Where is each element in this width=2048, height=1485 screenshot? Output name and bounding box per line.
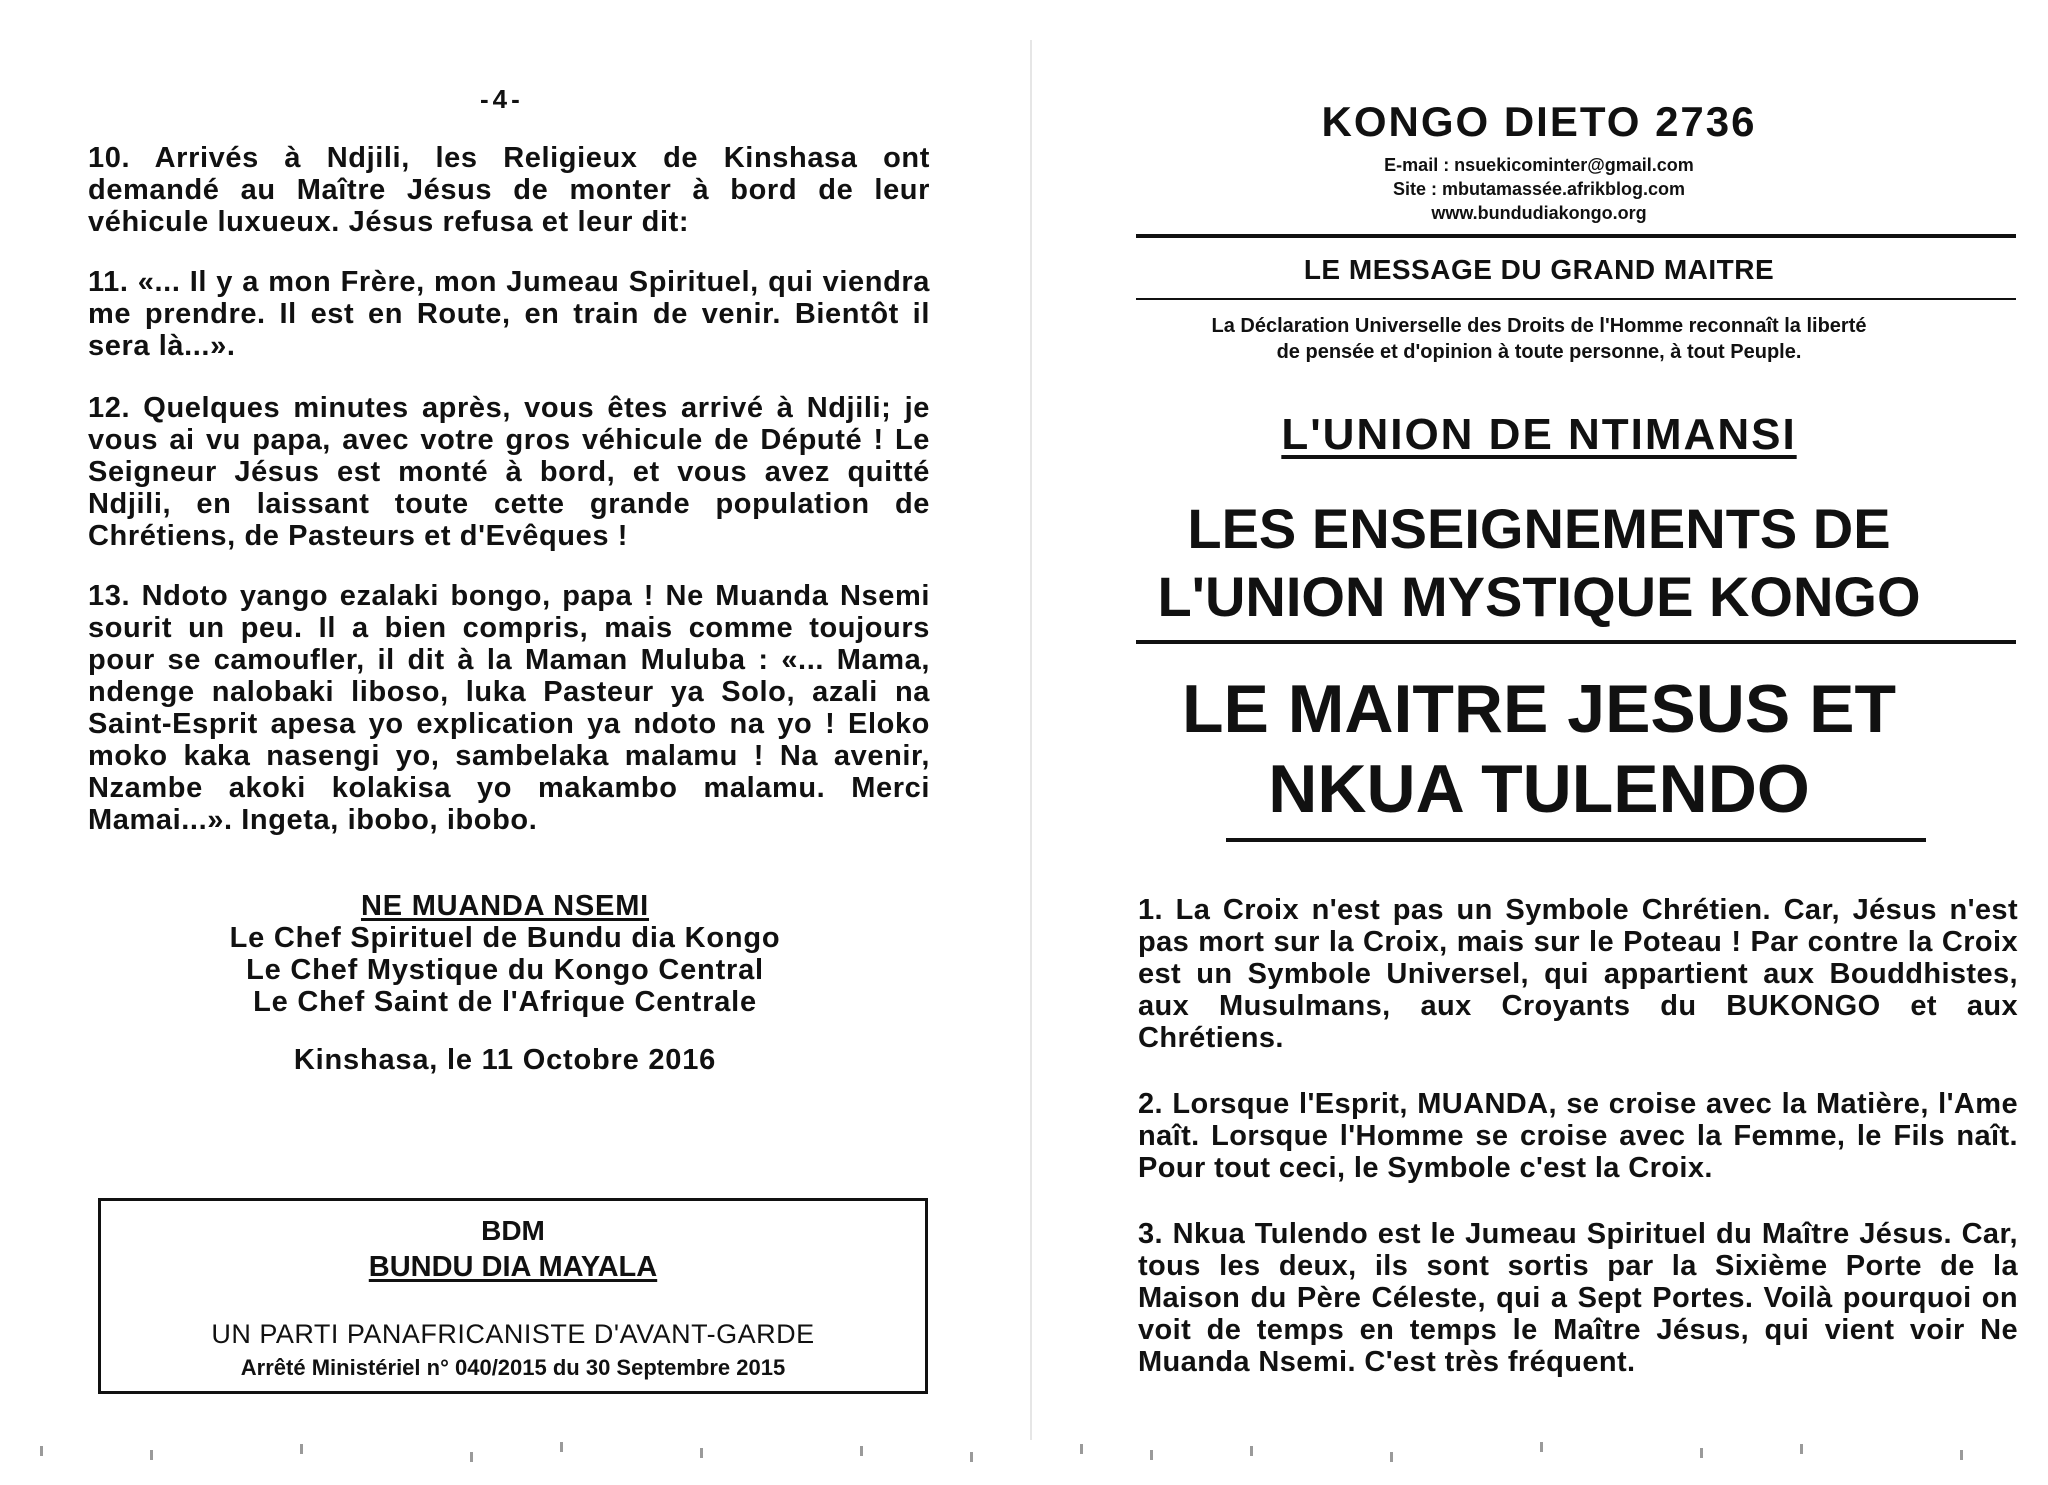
speck xyxy=(1700,1448,1703,1458)
site: Site : mbutamassée.afrikblog.com xyxy=(1392,179,1686,199)
signature-title-2: Le Chef Mystique du Kongo Central xyxy=(246,954,764,986)
rule-heading xyxy=(1136,640,2016,644)
right-page xyxy=(1030,0,2048,1485)
speck xyxy=(860,1446,863,1456)
speck xyxy=(1250,1446,1253,1456)
email: E-mail : nsuekicominter@gmail.com xyxy=(1384,155,1694,175)
speck xyxy=(1960,1450,1963,1460)
union-heading xyxy=(1030,410,2048,460)
paragraph-3: 3. Nkua Tulendo est le Jumeau Spirituel du Maître Jésus. Car, tous les deux, ils sont sortis par la Sixième Porte de la Maison du Père Céleste, qui a Sept Portes. Voilà pourquoi on voit de temps en temps le Maître Jésus, qui vient voir Ne Muanda Nsemi. C'est très fréquent. xyxy=(1138,1218,2018,1378)
speck xyxy=(1150,1450,1153,1460)
paragraph-11: 11. «... Il y a mon Frère, mon Jumeau Spirituel, qui viendra me prendre. Il est en Route, en train de venir. Bientôt il sera là...». xyxy=(88,266,930,362)
paragraph-13: 13. Ndoto yango ezalaki bongo, papa ! Ne Muanda Nsemi sourit un peu. Il a bien compris, mais comme toujours pour se camoufler, il dit à la Maman Muluba : «... Mama, ndenge nalobaki liboso, luka Pasteur ya Solo, azali na Saint-Esprit apesa yo explication ya ndoto na yo ! Eloko moko kaka nasengi yo, sambelaka malamu ! Na avenir, Nzambe akoki kolakisa yo makambo malamu. Merci Mamai...». Ingeta, ibobo, ibobo. xyxy=(88,580,930,836)
paragraph-12: 12. Quelques minutes après, vous êtes arrivé à Ndjili; je vous ai vu papa, avec votre gros véhicule de Député ! Le Seigneur Jésus est monté à bord, et vous avez quitté Ndjili, en laissant toute cette grande population de Chrétiens, de Pasteurs et d'Evêques ! xyxy=(88,392,930,552)
title-line-1: LE MAITRE JESUS ET xyxy=(1181,671,1897,747)
party-tagline: UN PARTI PANAFRICANISTE D'AVANT-GARDE xyxy=(211,1319,815,1349)
signature-title-1: Le Chef Spirituel de Bundu dia Kongo xyxy=(229,922,781,954)
title-line-2: NKUA TULENDO xyxy=(1268,751,1810,827)
heading-line-2: L'UNION MYSTIQUE KONGO xyxy=(1157,565,1921,628)
paragraph-10: 10. Arrivés à Ndjili, les Religieux de Kinshasa ont demandé au Maître Jésus de monter à bord de leur véhicule luxueux. Jésus refusa et leur dit: xyxy=(88,142,930,238)
speck xyxy=(300,1444,303,1454)
rule-top xyxy=(1136,234,2016,238)
declaration-line-1: La Déclaration Universelle des Droits de l'Homme reconnaît la liberté xyxy=(1211,315,1867,337)
signature-block xyxy=(160,890,850,1018)
speck xyxy=(700,1448,703,1458)
speck xyxy=(1540,1442,1543,1452)
declaration-line-2: de pensée et d'opinion à toute personne, à tout Peuple. xyxy=(1276,341,1802,363)
rule-title xyxy=(1226,838,1926,842)
party-name-wrap xyxy=(101,1251,925,1284)
signature-title-3: Le Chef Saint de l'Afrique Centrale xyxy=(253,986,757,1018)
party-decree: Arrêté Ministériel n° 040/2015 du 30 Septembre 2015 xyxy=(240,1355,786,1380)
speck xyxy=(40,1446,43,1456)
party-name: BUNDU DIA MAYALA xyxy=(368,1251,658,1283)
masthead: KONGO DIETO 2736 xyxy=(1321,98,1757,145)
party-abbr: BDM xyxy=(481,1215,545,1246)
paragraph-2: 2. Lorsque l'Esprit, MUANDA, se croise avec la Matière, l'Ame naît. Lorsque l'Homme se croise avec la Femme, le Fils naît. Pour tout ceci, le Symbole c'est la Croix. xyxy=(1138,1088,2018,1184)
speck xyxy=(150,1450,153,1460)
speck xyxy=(1080,1444,1083,1454)
website: www.bundudiakongo.org xyxy=(1431,203,1647,223)
paragraph-1: 1. La Croix n'est pas un Symbole Chrétien. Car, Jésus n'est pas mort sur la Croix, mais sur le Poteau ! Par contre la Croix est un Symbole Universel, qui appartient aux Bouddhistes, aux Musulmans, aux Croyants du BUKONGO et aux Chrétiens. xyxy=(1138,894,2018,1054)
heading-line-1: LES ENSEIGNEMENTS DE xyxy=(1187,497,1891,560)
party-box xyxy=(98,1198,928,1394)
speck xyxy=(1800,1444,1803,1454)
speck xyxy=(560,1442,563,1452)
speck xyxy=(970,1452,973,1462)
section-title: LE MESSAGE DU GRAND MAITRE xyxy=(1303,254,1775,285)
place-date: Kinshasa, le 11 Octobre 2016 xyxy=(293,1044,717,1076)
scan-specks xyxy=(0,1440,2048,1470)
union-heading-text: L'UNION DE NTIMANSI xyxy=(1281,410,1797,459)
page-number: -4- xyxy=(480,84,524,114)
signature-name: NE MUANDA NSEMI xyxy=(360,890,650,922)
rule-section xyxy=(1136,298,2016,300)
speck xyxy=(470,1452,473,1462)
speck xyxy=(1390,1452,1393,1462)
